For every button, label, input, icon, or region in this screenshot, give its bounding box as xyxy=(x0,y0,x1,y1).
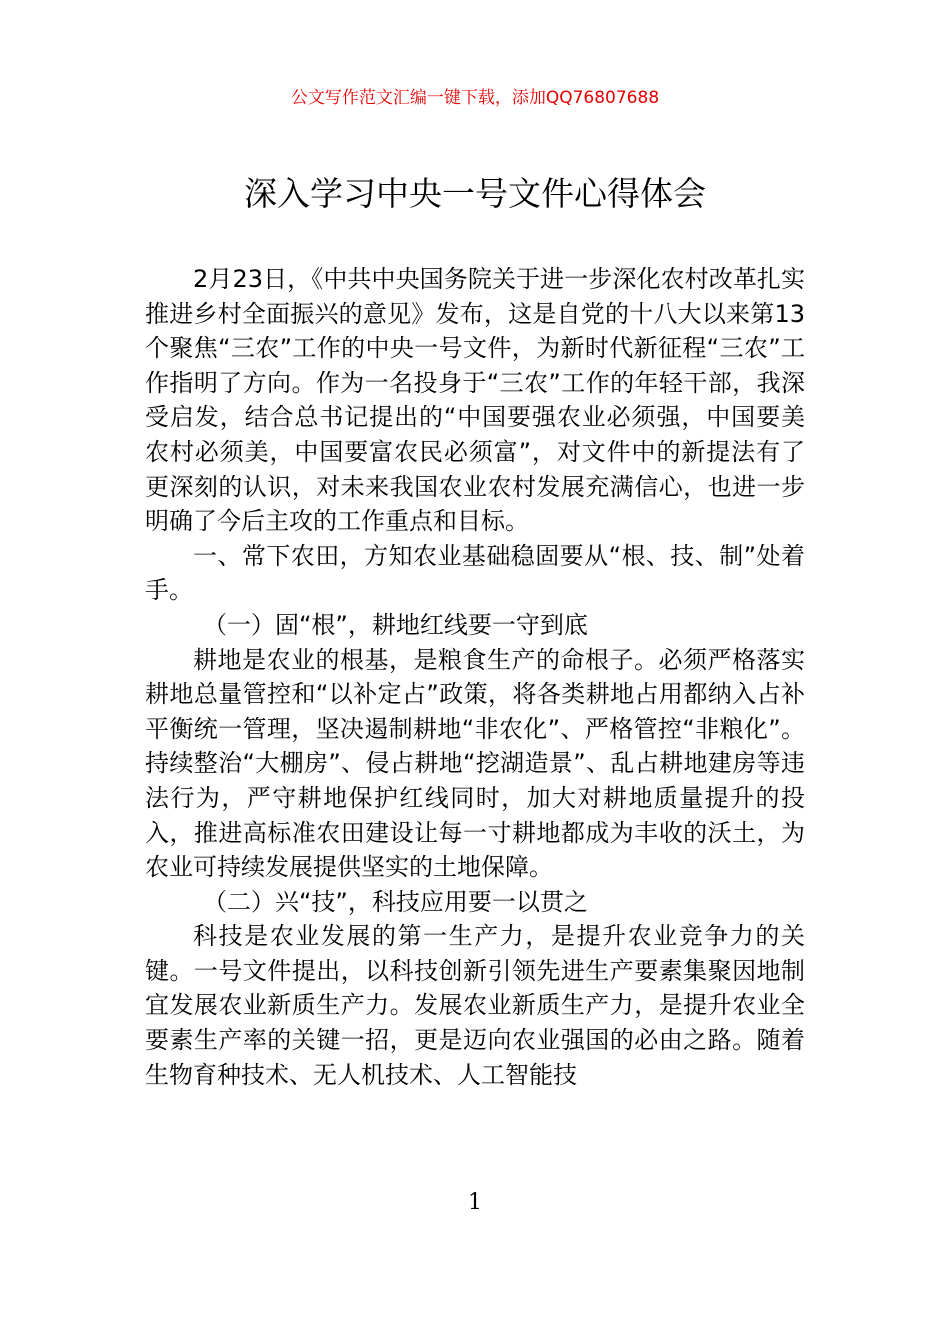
page-number: 1 xyxy=(468,1190,482,1215)
document-title: 深入学习中央一号文件心得体会 xyxy=(244,174,706,213)
document-body xyxy=(145,262,805,1092)
subsection-heading-1: （一）固“根”，耕地红线要一守到底 xyxy=(203,610,588,639)
paragraph-intro: 2月23日，《中共中央国务院关于进一步深化农村改革扎实推进乡村全面振兴的意见》发布，这是自党的十八大以来第13个聚焦“三农”工作的中央一号文件，为新时代新征程“三农”工作指明了方向。作为一名投身于“三农”工作的年轻干部，我深受启发，结合总书记提出的“中国要强农业必须强，中国要美农村必须美，中国要富农民必须富”，对文件中的新提法有了更深刻的认识，对未来我国农业农村发展充满信心，也进一步明确了今后主攻的工作重点和目标。 xyxy=(145,265,805,536)
paragraph-farmland: 耕地是农业的根基，是粮食生产的命根子。必须严格落实耕地总量管控和“以补定占”政策，将各类耕地占用都纳入占补平衡统一管理，坚决遏制耕地“非农化”、严格管控“非粮化”。持续整治“大棚房”、侵占耕地“挖湖造景”、乱占耕地建房等违法行为，严守耕地保护红线同时，加大对耕地质量提升的投入，推进高标准农田建设让每一寸耕地都成为丰收的沃土，为农业可持续发展提供坚实的土地保障。 xyxy=(145,645,805,882)
download-notice: 公文写作范文汇编一键下载，添加QQ76807688 xyxy=(290,88,660,108)
subsection-heading-2: （二）兴“技”，科技应用要一以贯之 xyxy=(203,887,588,916)
paragraph-technology: 科技是农业发展的第一生产力，是提升农业竞争力的关键。一号文件提出，以科技创新引领先进生产要素集聚因地制宜发展农业新质生产力。发展农业新质生产力，是提升农业全要素生产率的关键一招，更是迈向农业强国的必由之路。随着生物育种技术、无人机技术、人工智能技 xyxy=(145,922,805,1089)
section-heading-1: 一、常下农田，方知农业基础稳固要从“根、技、制”处着手。 xyxy=(145,541,805,605)
